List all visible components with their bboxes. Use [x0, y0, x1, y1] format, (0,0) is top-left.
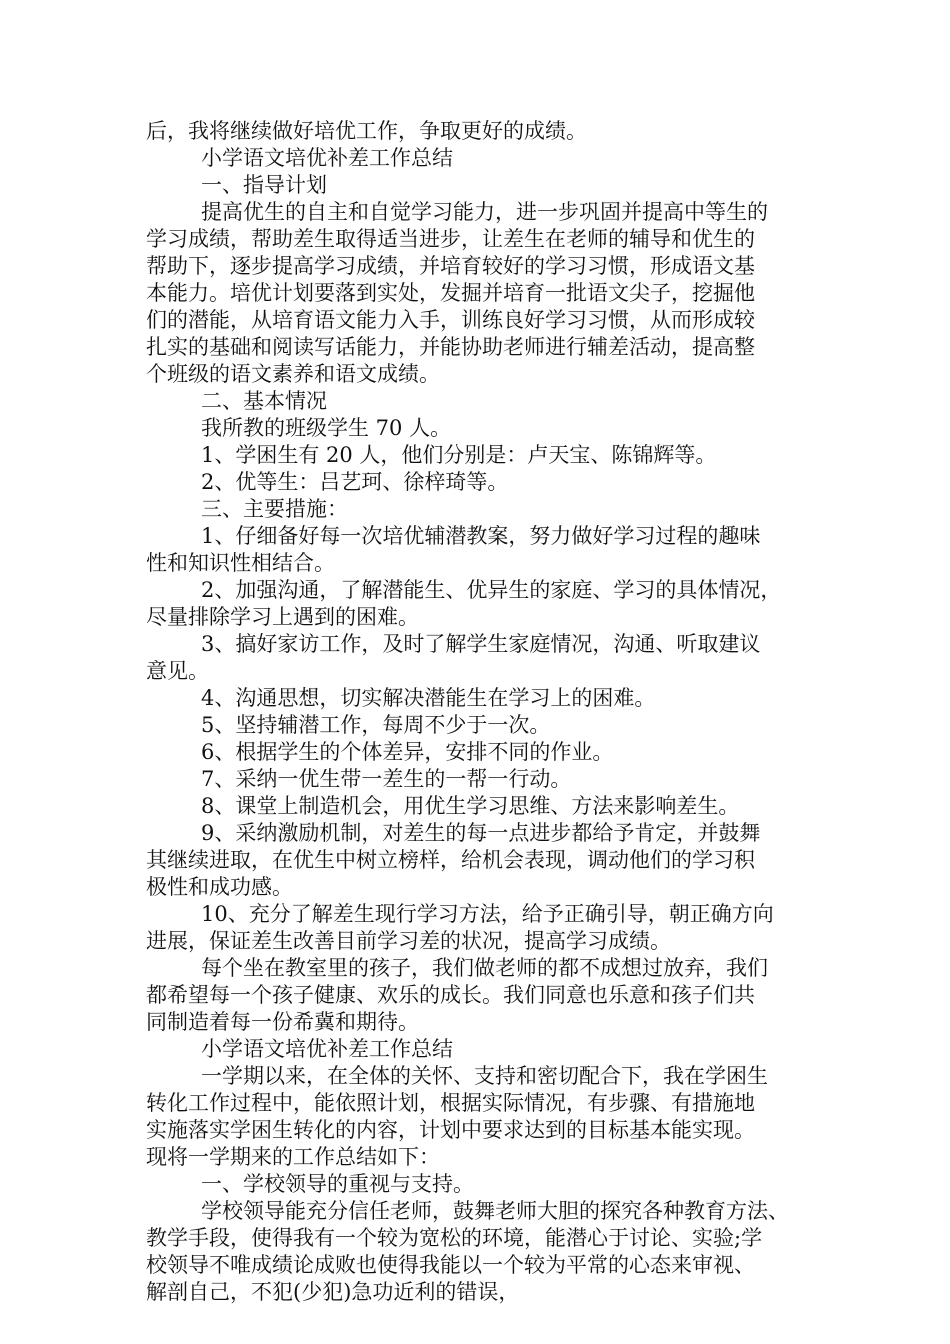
text-line: 本能力。培优计划要落到实处，发掘并培育一批语文尖子，挖掘他 [146, 281, 755, 305]
text-line: 每个坐在教室里的孩子，我们做老师的都不成想过放弃，我们 [201, 956, 768, 980]
text-line: 10、充分了解差生现行学习方法，给予正确引导，朝正确方向 [201, 902, 774, 926]
text-line: 5、坚持辅潜工作，每周不少于一次。 [201, 713, 551, 737]
text-line: 其继续进取，在优生中树立榜样，给机会表现，调动他们的学习积 [146, 848, 755, 872]
text-line: 一、指导计划 [201, 173, 327, 197]
text-line: 1、学困生有 20 人，他们分别是：卢天宝、陈锦辉等。 [201, 443, 717, 467]
text-line: 们的潜能，从培育语文能力入手，训练良好学习习惯，从而形成较 [146, 308, 755, 332]
text-line: 3、搞好家访工作，及时了解学生家庭情况，沟通、听取建议 [201, 632, 761, 656]
text-line: 8、课堂上制造机会，用优生学习思维、方法来影响差生。 [201, 794, 740, 818]
text-line: 小学语文培优补差工作总结 [201, 146, 453, 170]
text-line: 扎实的基础和阅读写话能力，并能协助老师进行辅差活动，提高整 [146, 335, 755, 359]
text-line: 意见。 [146, 659, 209, 683]
text-line: 7、采纳一优生带一差生的一帮一行动。 [201, 767, 572, 791]
text-line: 一、学校领导的重视与支持。 [201, 1172, 474, 1196]
text-line: 2、加强沟通，了解潜能生、优异生的家庭、学习的具体情况， [201, 578, 782, 602]
text-line: 提高优生的自主和自觉学习能力，进一步巩固并提高中等生的 [201, 200, 768, 224]
text-line: 2、优等生：吕艺珂、徐梓琦等。 [201, 470, 509, 494]
text-line: 1、仔细备好每一次培优辅潜教案，努力做好学习过程的趣味 [201, 524, 761, 548]
text-line: 学校领导能充分信任老师，鼓舞老师大胆的探究各种教育方法、 [201, 1199, 789, 1223]
text-line: 解剖自己，不犯(少犯)急功近利的错误， [146, 1280, 520, 1304]
text-line: 转化工作过程中，能依照计划，根据实际情况，有步骤、有措施地 [146, 1091, 755, 1115]
text-line: 6、根据学生的个体差异，安排不同的作业。 [201, 740, 614, 764]
text-line: 我所教的班级学生 70 人。 [201, 416, 452, 440]
document-body [146, 118, 826, 1306]
text-line: 9、采纳激励机制，对差生的每一点进步都给予肯定，并鼓舞 [201, 821, 761, 845]
text-line: 都希望每一个孩子健康、欢乐的成长。我们同意也乐意和孩子们共 [146, 983, 755, 1007]
text-line: 尽量排除学习上遇到的困难。 [146, 605, 419, 629]
text-line: 小学语文培优补差工作总结 [201, 1037, 453, 1061]
text-line: 三、主要措施： [201, 497, 348, 521]
text-line: 教学手段，使得我有一个较为宽松的环境，能潜心于讨论、实验;学 [146, 1226, 763, 1250]
text-line: 个班级的语文素养和语文成绩。 [146, 362, 440, 386]
text-line: 一学期以来，在全体的关怀、支持和密切配合下，我在学困生 [201, 1064, 768, 1088]
text-line: 极性和成功感。 [146, 875, 293, 899]
text-line: 现将一学期来的工作总结如下： [146, 1145, 440, 1169]
text-line: 性和知识性相结合。 [146, 551, 335, 575]
text-line: 校领导不唯成绩论成败也使得我能以一个较为平常的心态来审视、 [146, 1253, 755, 1277]
text-line: 二、基本情况 [201, 389, 327, 413]
text-line: 学习成绩，帮助差生取得适当进步，让差生在老师的辅导和优生的 [146, 227, 755, 251]
text-line: 进展，保证差生改善目前学习差的状况，提高学习成绩。 [146, 929, 671, 953]
text-line: 实施落实学困生转化的内容，计划中要求达到的目标基本能实现。 [146, 1118, 755, 1142]
text-line: 同制造着每一份希冀和期待。 [146, 1010, 419, 1034]
text-line: 后，我将继续做好培优工作，争取更好的成绩。 [146, 119, 587, 143]
text-line: 帮助下，逐步提高学习成绩，并培育较好的学习习惯，形成语文基 [146, 254, 755, 278]
text-line: 4、沟通思想，切实解决潜能生在学习上的困难。 [201, 686, 656, 710]
